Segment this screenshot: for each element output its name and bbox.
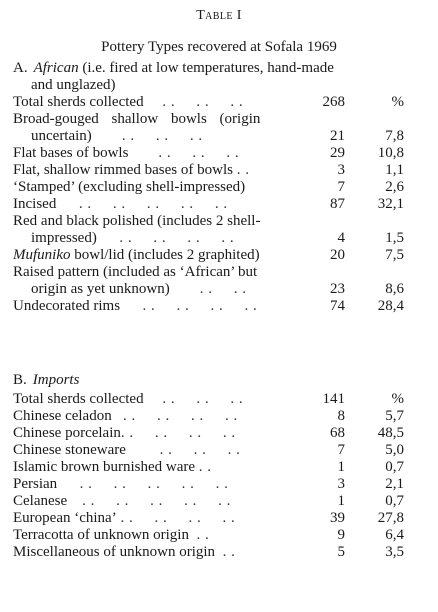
row-label	[13, 442, 323, 459]
row-label-text: bowl/lid (includes 2 graphited)	[70, 247, 260, 263]
row-count: 141	[322, 391, 345, 407]
table-row	[13, 493, 433, 510]
section-title: Imports	[32, 372, 80, 388]
leader-dots: . .	[198, 459, 212, 475]
leader-dots: . .	[236, 162, 250, 178]
row-percent: 32,1	[377, 196, 404, 212]
section-imports	[13, 372, 433, 561]
row-label-text: Total sherds collected	[13, 391, 144, 407]
row-label-text: Incised	[13, 196, 57, 212]
row-label	[13, 544, 323, 561]
row-count: 21	[330, 128, 345, 144]
leader-dots: . . . . . . . . . .	[79, 476, 229, 492]
leader-dots: . . . . . .	[162, 94, 244, 110]
table-label-text: Table I	[196, 8, 242, 23]
row-label-text: Undecorated rims	[13, 298, 121, 314]
table-row	[13, 476, 433, 493]
row-percent: 0,7	[385, 493, 404, 509]
row-label-text: Chinese stoneware	[13, 442, 126, 458]
row-percent: 3,5	[385, 544, 404, 560]
row-count: 39	[330, 510, 345, 526]
row-label-text: ‘Stamped’ (excluding shell-impressed)	[13, 179, 246, 195]
row-count: 7	[337, 442, 345, 458]
row-percent: 7,5	[385, 247, 404, 263]
row-label	[13, 196, 323, 213]
row-label	[13, 493, 323, 510]
row-percent: 7,8	[385, 128, 404, 144]
table-row	[13, 442, 433, 459]
row-count: 9	[337, 527, 345, 543]
section-letter: B.	[13, 372, 27, 388]
row-percent: %	[391, 94, 404, 110]
row-label-text: Islamic brown burnished ware	[13, 459, 196, 475]
table-row	[13, 425, 433, 442]
leader-dots: . . . . . . . .	[120, 425, 236, 441]
row-label	[13, 527, 323, 544]
table-row	[13, 179, 433, 196]
row-label	[13, 510, 323, 527]
row-count: 20	[330, 247, 345, 263]
row-percent: 5,0	[385, 442, 404, 458]
row-count: 3	[337, 476, 345, 492]
leader-dots: . . . . . . . .	[120, 510, 236, 526]
row-percent: 27,8	[377, 510, 404, 526]
row-count: 68	[330, 425, 345, 441]
section-letter: A.	[13, 60, 28, 76]
table-row	[13, 264, 433, 298]
row-percent: 10,8	[377, 145, 404, 161]
row-label-line2	[13, 281, 323, 298]
row-percent: 28,4	[377, 298, 404, 314]
table-row	[13, 459, 433, 476]
row-count: 268	[322, 94, 345, 110]
table-row	[13, 408, 433, 425]
row-count: 1	[337, 493, 345, 509]
leader-dots: . . . . . .	[121, 128, 203, 144]
row-label-text: European ‘china’	[13, 510, 117, 526]
table-row	[13, 94, 433, 111]
row-label-line2	[13, 128, 323, 145]
row-count: 23	[330, 281, 345, 297]
row-percent: 2,6	[385, 179, 404, 195]
table-row	[13, 544, 433, 561]
row-label	[13, 298, 323, 315]
section-african	[13, 60, 433, 315]
table-row	[13, 510, 433, 527]
table-row	[13, 247, 433, 264]
row-percent: 8,6	[385, 281, 404, 297]
row-count: 8	[337, 408, 345, 424]
row-count: 5	[337, 544, 345, 560]
row-percent: 0,7	[385, 459, 404, 475]
row-label	[13, 459, 323, 476]
row-label-text: Terracotta of unknown origin	[13, 527, 189, 543]
leader-dots: . . . . . .	[158, 145, 240, 161]
row-label	[13, 94, 323, 111]
row-label-text: Celanese	[13, 493, 68, 509]
table-row	[13, 298, 433, 315]
row-percent: 6,4	[385, 527, 404, 543]
leader-dots: . .	[222, 544, 236, 560]
leader-dots: . . . . . . . . . .	[78, 196, 228, 212]
row-count: 7	[337, 179, 345, 195]
leader-dots: . .	[196, 527, 210, 543]
row-label-text: Broad-gouged shallow bowls (origin	[13, 111, 261, 127]
table-row	[13, 527, 433, 544]
row-label	[13, 476, 323, 493]
table-row	[13, 162, 433, 179]
section-note-line2: and unglazed)	[31, 77, 116, 93]
leader-dots: . . . . . . . .	[122, 408, 238, 424]
row-label	[13, 264, 323, 298]
table-row	[13, 145, 433, 162]
row-percent: 1,5	[385, 230, 404, 246]
section-title: African	[33, 60, 79, 76]
table-row	[13, 196, 433, 213]
leader-dots: . . . . . .	[159, 442, 241, 458]
table-label	[0, 8, 438, 24]
row-label-text: origin as yet unknown)	[31, 281, 170, 297]
row-label-text: impressed)	[31, 230, 97, 246]
leader-dots: . . . . . . . . . .	[82, 493, 231, 509]
leader-dots: . . . .	[199, 281, 247, 297]
row-label-text: Total sherds collected	[13, 94, 144, 110]
row-label-text: Chinese porcelain	[13, 425, 121, 441]
row-label-text: Persian	[13, 476, 58, 492]
table-row	[13, 111, 433, 145]
row-label	[13, 145, 323, 162]
row-count: 4	[337, 230, 345, 246]
row-label	[13, 247, 323, 264]
row-label	[13, 425, 323, 442]
row-count: 3	[337, 162, 345, 178]
row-label-text: Miscellaneous of unknown origin	[13, 544, 216, 560]
table-row	[13, 213, 433, 247]
row-percent: 48,5	[377, 425, 404, 441]
row-label	[13, 408, 323, 425]
row-label-line1	[13, 111, 313, 128]
row-label	[13, 391, 323, 408]
table-row	[13, 391, 433, 408]
row-label-line1: Red and black polished (includes 2 shell-	[13, 213, 261, 229]
row-count: 1	[337, 459, 345, 475]
row-label-line1: Raised pattern (included as ‘African’ but	[13, 264, 258, 280]
section-imports-heading	[13, 372, 433, 389]
row-label	[13, 213, 323, 247]
row-label-text: uncertain)	[31, 128, 92, 144]
row-count: 29	[330, 145, 345, 161]
leader-dots: . . . . . . . .	[119, 230, 235, 246]
row-percent: %	[391, 391, 404, 407]
row-count: 74	[330, 298, 345, 314]
row-percent: 5,7	[385, 408, 404, 424]
row-label-line2	[13, 230, 323, 247]
row-percent: 2,1	[385, 476, 404, 492]
row-label-italic: Mufuniko	[13, 247, 71, 263]
row-label	[13, 179, 323, 196]
row-label-text: Flat bases of bowls	[13, 145, 129, 161]
row-count: 87	[330, 196, 345, 212]
row-label	[13, 111, 323, 145]
section-note-line1: (i.e. fired at low temperatures, hand-made	[82, 60, 334, 76]
table-caption: Pottery Types recovered at Sofala 1969	[101, 39, 337, 55]
leader-dots: . . . . . . . .	[142, 298, 258, 314]
row-label-text: Chinese celadon	[13, 408, 112, 424]
leader-dots: . . . . . .	[162, 391, 244, 407]
row-label	[13, 162, 323, 179]
section-african-heading	[13, 60, 433, 94]
row-percent: 1,1	[385, 162, 404, 178]
row-label-text: Flat, shallow rimmed bases of bowls	[13, 162, 233, 178]
